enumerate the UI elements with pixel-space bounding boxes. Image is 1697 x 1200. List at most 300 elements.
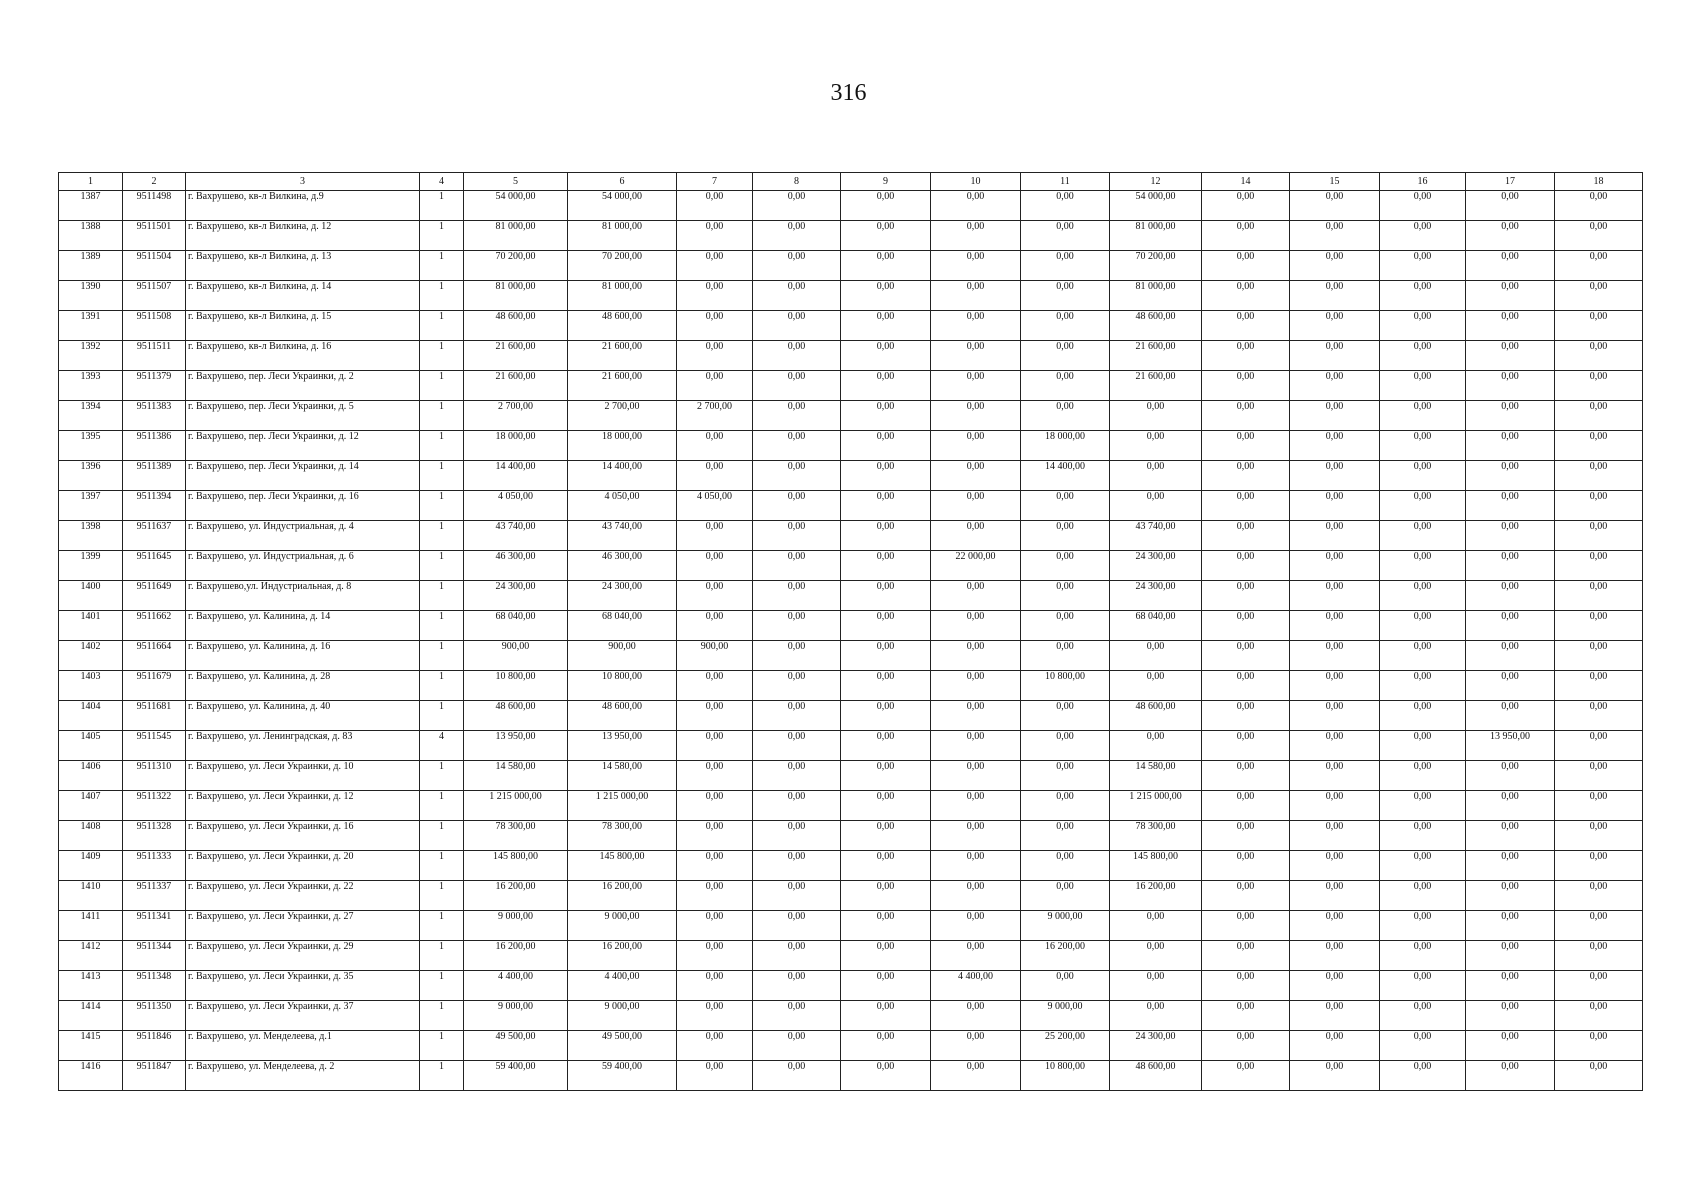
address-cell: г. Вахрушево, ул. Леси Украинки, д. 16 (186, 821, 420, 851)
table-cell: 0,00 (841, 911, 931, 941)
table-cell: 0,00 (1110, 641, 1202, 671)
table-cell: 0,00 (1202, 341, 1290, 371)
table-cell: 0,00 (1555, 881, 1643, 911)
table-cell: 0,00 (677, 791, 753, 821)
table-row (59, 881, 1643, 911)
table-cell: 4 050,00 (677, 491, 753, 521)
table-cell: 0,00 (841, 251, 931, 281)
table-cell: 1 (420, 1061, 464, 1091)
table-cell: 0,00 (841, 881, 931, 911)
address-cell: г. Вахрушево, кв-л Вилкина, д.9 (186, 191, 420, 221)
table-cell: 0,00 (1110, 971, 1202, 1001)
table-cell: 9511328 (123, 821, 186, 851)
table-cell: 1 (420, 461, 464, 491)
table-cell: 0,00 (1290, 791, 1380, 821)
table-cell: 1414 (59, 1001, 123, 1031)
table-cell: 1 (420, 251, 464, 281)
table-cell: 1 (420, 791, 464, 821)
table-cell: 0,00 (1380, 1061, 1466, 1091)
table-cell: 0,00 (1290, 731, 1380, 761)
table-cell: 0,00 (1555, 581, 1643, 611)
table-cell: 9511504 (123, 251, 186, 281)
address-cell: г. Вахрушево, кв-л Вилкина, д. 14 (186, 281, 420, 311)
table-cell: 1 (420, 671, 464, 701)
address-cell: г. Вахрушево, кв-л Вилкина, д. 16 (186, 341, 420, 371)
table-cell: 0,00 (753, 311, 841, 341)
column-header: 9 (841, 173, 931, 191)
table-cell: 9 000,00 (1021, 1001, 1110, 1031)
column-header: 8 (753, 173, 841, 191)
table-cell: 0,00 (1466, 941, 1555, 971)
table-cell: 68 040,00 (1110, 611, 1202, 641)
table-cell: 0,00 (1110, 941, 1202, 971)
table-cell: 0,00 (1380, 911, 1466, 941)
table-cell: 0,00 (1202, 401, 1290, 431)
table-cell: 0,00 (753, 191, 841, 221)
table-cell: 81 000,00 (464, 281, 568, 311)
table-cell: 0,00 (841, 461, 931, 491)
table-cell: 0,00 (753, 1031, 841, 1061)
table-cell: 14 580,00 (568, 761, 677, 791)
table-cell: 0,00 (1290, 191, 1380, 221)
table-cell: 70 200,00 (464, 251, 568, 281)
table-cell: 9511637 (123, 521, 186, 551)
table-row (59, 581, 1643, 611)
table-row (59, 671, 1643, 701)
table-cell: 900,00 (568, 641, 677, 671)
table-cell: 1405 (59, 731, 123, 761)
table-cell: 1 (420, 1031, 464, 1061)
table-cell: 0,00 (1290, 341, 1380, 371)
table-cell: 2 700,00 (568, 401, 677, 431)
table-cell: 18 000,00 (1021, 431, 1110, 461)
table-cell: 0,00 (1202, 371, 1290, 401)
table-cell: 0,00 (1021, 851, 1110, 881)
table-row (59, 281, 1643, 311)
table-cell: 0,00 (1202, 971, 1290, 1001)
table-cell: 1409 (59, 851, 123, 881)
table-cell: 21 600,00 (464, 341, 568, 371)
table-cell: 0,00 (753, 251, 841, 281)
table-cell: 9511679 (123, 671, 186, 701)
table-cell: 0,00 (1466, 491, 1555, 521)
address-cell: г. Вахрушево, ул. Леси Украинки, д. 29 (186, 941, 420, 971)
table-cell: 0,00 (1202, 911, 1290, 941)
table-cell: 0,00 (1290, 671, 1380, 701)
table-cell: 0,00 (931, 611, 1021, 641)
table-cell: 0,00 (841, 431, 931, 461)
table-cell: 0,00 (1555, 911, 1643, 941)
table-row (59, 551, 1643, 581)
column-header: 10 (931, 173, 1021, 191)
table-cell: 0,00 (753, 371, 841, 401)
table-cell: 1403 (59, 671, 123, 701)
table-cell: 9511507 (123, 281, 186, 311)
table-cell: 0,00 (1555, 731, 1643, 761)
table-row (59, 461, 1643, 491)
table-cell: 0,00 (677, 851, 753, 881)
table-cell: 0,00 (753, 1001, 841, 1031)
table-cell: 0,00 (1380, 821, 1466, 851)
table-cell: 9511337 (123, 881, 186, 911)
table-cell: 0,00 (931, 1061, 1021, 1091)
column-header: 2 (123, 173, 186, 191)
table-cell: 0,00 (931, 791, 1021, 821)
table-cell: 78 300,00 (1110, 821, 1202, 851)
table-cell: 2 700,00 (677, 401, 753, 431)
table-cell: 1406 (59, 761, 123, 791)
table-cell: 0,00 (1380, 551, 1466, 581)
table-cell: 0,00 (1555, 221, 1643, 251)
table-cell: 43 740,00 (1110, 521, 1202, 551)
table-cell: 0,00 (1202, 521, 1290, 551)
table-row (59, 941, 1643, 971)
table-row (59, 251, 1643, 281)
table-cell: 0,00 (931, 341, 1021, 371)
table-cell: 48 600,00 (1110, 1061, 1202, 1091)
table-cell: 0,00 (841, 281, 931, 311)
table-cell: 9511645 (123, 551, 186, 581)
table-cell: 24 300,00 (1110, 1031, 1202, 1061)
table-cell: 0,00 (677, 521, 753, 551)
table-cell: 0,00 (1202, 311, 1290, 341)
table-cell: 0,00 (841, 971, 931, 1001)
table-cell: 0,00 (1555, 971, 1643, 1001)
table-cell: 0,00 (753, 221, 841, 251)
table-cell: 4 (420, 731, 464, 761)
table-cell: 0,00 (1466, 191, 1555, 221)
table-cell: 9511847 (123, 1061, 186, 1091)
table-cell: 0,00 (677, 671, 753, 701)
table-cell: 0,00 (753, 461, 841, 491)
table-cell: 0,00 (931, 191, 1021, 221)
table-cell: 1 215 000,00 (464, 791, 568, 821)
table-cell: 0,00 (1290, 641, 1380, 671)
table-cell: 0,00 (1290, 371, 1380, 401)
table-cell: 81 000,00 (1110, 281, 1202, 311)
table-cell: 68 040,00 (568, 611, 677, 641)
table-cell: 1 (420, 311, 464, 341)
table-cell: 0,00 (931, 731, 1021, 761)
table-cell: 0,00 (1110, 911, 1202, 941)
table-row (59, 521, 1643, 551)
column-header: 14 (1202, 173, 1290, 191)
table-cell: 0,00 (1466, 341, 1555, 371)
table-cell: 0,00 (1021, 791, 1110, 821)
table-cell: 0,00 (1021, 371, 1110, 401)
table-cell: 0,00 (841, 791, 931, 821)
table-cell: 16 200,00 (464, 881, 568, 911)
table-cell: 0,00 (931, 221, 1021, 251)
table-cell: 0,00 (1021, 251, 1110, 281)
table-cell: 0,00 (1380, 491, 1466, 521)
table-cell: 0,00 (841, 611, 931, 641)
table-cell: 0,00 (753, 1061, 841, 1091)
table-cell: 0,00 (1466, 971, 1555, 1001)
table-cell: 0,00 (931, 311, 1021, 341)
table-cell: 9 000,00 (568, 911, 677, 941)
table-cell: 0,00 (1290, 911, 1380, 941)
table-cell: 1408 (59, 821, 123, 851)
table-cell: 0,00 (1555, 311, 1643, 341)
table-cell: 78 300,00 (464, 821, 568, 851)
table-cell: 0,00 (1202, 1061, 1290, 1091)
table-cell: 0,00 (1021, 881, 1110, 911)
table-cell: 1416 (59, 1061, 123, 1091)
table-cell: 900,00 (677, 641, 753, 671)
table-cell: 0,00 (1380, 611, 1466, 641)
table-cell: 0,00 (1380, 851, 1466, 881)
table-cell: 0,00 (1466, 581, 1555, 611)
table-cell: 0,00 (841, 581, 931, 611)
table-cell: 13 950,00 (464, 731, 568, 761)
table-cell: 0,00 (931, 461, 1021, 491)
table-body (59, 191, 1643, 1091)
table-cell: 0,00 (1380, 761, 1466, 791)
table-cell: 0,00 (1466, 641, 1555, 671)
table-cell: 0,00 (677, 431, 753, 461)
table-cell: 1391 (59, 311, 123, 341)
table-row (59, 731, 1643, 761)
table-row (59, 1001, 1643, 1031)
table-cell: 4 050,00 (464, 491, 568, 521)
table-cell: 1 (420, 521, 464, 551)
table-cell: 1 (420, 761, 464, 791)
table-cell: 0,00 (1555, 401, 1643, 431)
table-cell: 1 (420, 581, 464, 611)
address-cell: г. Вахрушево, ул. Леси Украинки, д. 12 (186, 791, 420, 821)
header-row (59, 173, 1643, 191)
table-cell: 1 (420, 611, 464, 641)
table-cell: 16 200,00 (1110, 881, 1202, 911)
table-cell: 0,00 (1466, 671, 1555, 701)
table-cell: 0,00 (677, 941, 753, 971)
table-row (59, 971, 1643, 1001)
table-cell: 0,00 (1290, 221, 1380, 251)
table-cell: 4 400,00 (568, 971, 677, 1001)
table-cell: 0,00 (1202, 251, 1290, 281)
table-row (59, 1061, 1643, 1091)
table-row (59, 341, 1643, 371)
table-cell: 54 000,00 (464, 191, 568, 221)
table-cell: 0,00 (1555, 941, 1643, 971)
table-cell: 0,00 (1202, 881, 1290, 911)
table-cell: 0,00 (841, 1001, 931, 1031)
table-cell: 18 000,00 (464, 431, 568, 461)
table-cell: 9511394 (123, 491, 186, 521)
address-cell: г. Вахрушево,ул. Индустриальная, д. 8 (186, 581, 420, 611)
table-cell: 0,00 (1555, 431, 1643, 461)
table-cell: 16 200,00 (464, 941, 568, 971)
table-cell: 81 000,00 (568, 221, 677, 251)
table-cell: 0,00 (1021, 281, 1110, 311)
table-cell: 0,00 (753, 521, 841, 551)
table-cell: 0,00 (931, 671, 1021, 701)
address-cell: г. Вахрушево, пер. Леси Украинки, д. 12 (186, 431, 420, 461)
table-cell: 0,00 (1021, 191, 1110, 221)
table-cell: 0,00 (931, 431, 1021, 461)
table-cell: 0,00 (1290, 281, 1380, 311)
table-cell: 0,00 (1290, 851, 1380, 881)
table-cell: 9 000,00 (1021, 911, 1110, 941)
table-cell: 48 600,00 (568, 311, 677, 341)
table-cell: 0,00 (1290, 581, 1380, 611)
table-cell: 81 000,00 (464, 221, 568, 251)
table-cell: 0,00 (753, 851, 841, 881)
table-cell: 13 950,00 (568, 731, 677, 761)
table-cell: 0,00 (1380, 341, 1466, 371)
address-cell: г. Вахрушево, пер. Леси Украинки, д. 5 (186, 401, 420, 431)
table-cell: 0,00 (1380, 641, 1466, 671)
table-cell: 0,00 (1202, 761, 1290, 791)
table-cell: 78 300,00 (568, 821, 677, 851)
table-cell: 1 (420, 401, 464, 431)
table-cell: 1411 (59, 911, 123, 941)
table-cell: 1 (420, 1001, 464, 1031)
table-cell: 0,00 (1466, 311, 1555, 341)
table-cell: 0,00 (1380, 221, 1466, 251)
table-cell: 1394 (59, 401, 123, 431)
table-cell: 24 300,00 (568, 581, 677, 611)
table-cell: 0,00 (753, 791, 841, 821)
table-cell: 0,00 (1555, 191, 1643, 221)
table-cell: 0,00 (1202, 611, 1290, 641)
table-cell: 0,00 (677, 701, 753, 731)
table-cell: 0,00 (1380, 581, 1466, 611)
table-cell: 0,00 (1555, 611, 1643, 641)
table-cell: 1 (420, 701, 464, 731)
table-cell: 18 000,00 (568, 431, 677, 461)
table-cell: 4 400,00 (464, 971, 568, 1001)
table-cell: 0,00 (1290, 761, 1380, 791)
table-cell: 24 300,00 (1110, 581, 1202, 611)
table-cell: 21 600,00 (568, 371, 677, 401)
table-row (59, 221, 1643, 251)
table-cell: 0,00 (753, 641, 841, 671)
table-cell: 9 000,00 (568, 1001, 677, 1031)
table-cell: 0,00 (1021, 971, 1110, 1001)
column-header: 16 (1380, 173, 1466, 191)
table-cell: 81 000,00 (1110, 221, 1202, 251)
table-cell: 0,00 (1555, 761, 1643, 791)
table-cell: 0,00 (1202, 431, 1290, 461)
table-cell: 1 (420, 641, 464, 671)
address-cell: г. Вахрушево, пер. Леси Украинки, д. 14 (186, 461, 420, 491)
table-cell: 0,00 (1555, 701, 1643, 731)
table-cell: 9511333 (123, 851, 186, 881)
table-cell: 0,00 (931, 641, 1021, 671)
table-cell: 0,00 (1466, 461, 1555, 491)
table-cell: 0,00 (841, 401, 931, 431)
table-cell: 48 600,00 (464, 311, 568, 341)
table-cell: 1398 (59, 521, 123, 551)
table-cell: 1410 (59, 881, 123, 911)
table-cell: 46 300,00 (568, 551, 677, 581)
table-cell: 0,00 (1110, 401, 1202, 431)
table-cell: 0,00 (1466, 551, 1555, 581)
table-cell: 48 600,00 (1110, 701, 1202, 731)
table-cell: 0,00 (1380, 191, 1466, 221)
table-cell: 0,00 (677, 191, 753, 221)
table-cell: 0,00 (1555, 371, 1643, 401)
table-cell: 0,00 (841, 1031, 931, 1061)
address-cell: г. Вахрушево, ул. Леси Украинки, д. 20 (186, 851, 420, 881)
table-cell: 0,00 (1555, 251, 1643, 281)
table-cell: 0,00 (841, 1061, 931, 1091)
table-cell: 0,00 (931, 821, 1021, 851)
table-cell: 59 400,00 (464, 1061, 568, 1091)
table-cell: 0,00 (1380, 701, 1466, 731)
address-cell: г. Вахрушево, ул. Леси Украинки, д. 22 (186, 881, 420, 911)
table-cell: 0,00 (1021, 731, 1110, 761)
table-cell: 0,00 (1202, 551, 1290, 581)
table-cell: 0,00 (753, 971, 841, 1001)
table-cell: 1 (420, 341, 464, 371)
address-cell: г. Вахрушево, ул. Леси Украинки, д. 37 (186, 1001, 420, 1031)
table-cell: 9511508 (123, 311, 186, 341)
table-cell: 1396 (59, 461, 123, 491)
table-cell: 0,00 (1290, 461, 1380, 491)
table-cell: 2 700,00 (464, 401, 568, 431)
table-cell: 13 950,00 (1466, 731, 1555, 761)
table-cell: 1387 (59, 191, 123, 221)
table-cell: 0,00 (677, 821, 753, 851)
table-cell: 0,00 (1555, 821, 1643, 851)
table-cell: 0,00 (1380, 401, 1466, 431)
table-cell: 0,00 (1290, 251, 1380, 281)
table-cell: 0,00 (1290, 1031, 1380, 1061)
column-header: 17 (1466, 173, 1555, 191)
table-cell: 0,00 (1202, 281, 1290, 311)
table-cell: 1390 (59, 281, 123, 311)
table-cell: 145 800,00 (568, 851, 677, 881)
table-cell: 0,00 (1555, 521, 1643, 551)
table-cell: 1 (420, 491, 464, 521)
table-cell: 0,00 (841, 311, 931, 341)
table-cell: 0,00 (677, 911, 753, 941)
table-cell: 0,00 (1021, 551, 1110, 581)
table-cell: 0,00 (841, 551, 931, 581)
table-cell: 48 600,00 (464, 701, 568, 731)
table-cell: 0,00 (677, 251, 753, 281)
table-cell: 0,00 (1021, 581, 1110, 611)
table-cell: 0,00 (1380, 671, 1466, 701)
table-cell: 0,00 (931, 1031, 1021, 1061)
table-cell: 0,00 (1202, 701, 1290, 731)
table-cell: 0,00 (677, 1061, 753, 1091)
table-cell: 0,00 (753, 611, 841, 641)
table-cell: 0,00 (1466, 1001, 1555, 1031)
table-cell: 0,00 (1466, 1031, 1555, 1061)
table-cell: 70 200,00 (568, 251, 677, 281)
table-cell: 0,00 (931, 881, 1021, 911)
table-cell: 0,00 (1466, 611, 1555, 641)
table-cell: 0,00 (1380, 1031, 1466, 1061)
table-cell: 1407 (59, 791, 123, 821)
table-cell: 0,00 (1555, 1031, 1643, 1061)
table-cell: 0,00 (1290, 311, 1380, 341)
address-cell: г. Вахрушево, ул. Индустриальная, д. 6 (186, 551, 420, 581)
table-cell: 10 800,00 (464, 671, 568, 701)
table-cell: 0,00 (931, 911, 1021, 941)
table-cell: 0,00 (1290, 1001, 1380, 1031)
table-cell: 0,00 (1202, 731, 1290, 761)
table-cell: 0,00 (753, 671, 841, 701)
table-cell: 48 600,00 (1110, 311, 1202, 341)
column-header: 6 (568, 173, 677, 191)
table-cell: 0,00 (677, 761, 753, 791)
table-cell: 0,00 (841, 371, 931, 401)
